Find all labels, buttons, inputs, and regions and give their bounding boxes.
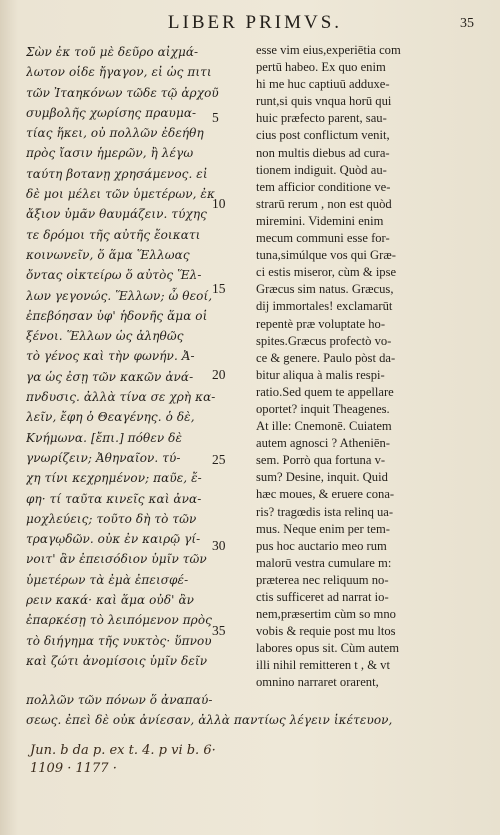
latin-text-line: ratio.Sed quem te appellare [256,384,394,399]
handwritten-note-line: Jun. b da p. ex t. 4. p vi b. 6· [30,743,216,758]
greek-text-line: τὸ γένος καὶ τὴν φωνήν. Ἀ- [26,349,195,364]
latin-text-line: sem. Porrò qua fortuna v- [256,453,386,468]
greek-text-line: ἐπεβόησαν ὑφ' ἡδονῆς ἅμα οἱ [26,308,208,323]
latin-text-line: repentè præ voluptate ho- [256,316,386,331]
line-number: 20 [212,366,226,382]
latin-text-column [256,42,474,692]
greek-text-line: μοχλεύεις; τοῦτο δὴ τὸ τῶν [26,511,197,526]
latin-text-line: hæc moues, & eruere cona- [256,487,395,502]
latin-text-line: mecum communi esse for- [256,231,390,246]
latin-text-line: ci estis miseror, cùm & ipse [256,265,397,280]
greek-text-line: νοιτ' ἂν ἐπεισόδιον ὑμῖν τῶν [26,552,207,567]
latin-text-line: labores opus sit. Cùm autem [256,641,400,656]
greek-text-line: ταύτη βοτανῃ χρησάμενος. εἰ [26,166,208,181]
latin-text-line: esse vim eius,experiētia com [256,43,401,57]
latin-text-line: præterea nec reliquum no- [256,572,389,587]
greek-text-line: λεῖν, ἔφη ὁ Θεαγένης. ὁ δὲ, [26,410,195,425]
greek-text-line: ἐπαρκέσῃ τὸ λειπόμενον πρὸς [26,613,212,628]
line-number: 15 [212,281,226,297]
greek-text-line: γνωρίζειν; Ἀθηναῖον. τύ- [26,450,181,465]
latin-text-line: Græcus sim natus. Græcus, [256,282,394,297]
latin-text-line: oportet? inquit Theagenes. [256,401,390,416]
latin-text-line: pus hoc auctario meo rum [256,538,387,553]
line-number: 30 [212,537,226,553]
latin-text-line: nem,præsertim cùm so mno [256,607,396,622]
greek-text-line: σεως. ἐπεὶ δὲ οὐκ ἀνίεσαν, ἀλλὰ παντίως λέγειν ἱκέτευον, [26,713,393,728]
latin-text-line: sum? Desine, inquit. Quid [256,470,388,485]
latin-text-line: huic præfecto parent, sau- [256,111,387,126]
latin-text-line: hi me huc captiuū adduxe- [256,77,390,92]
greek-text-line: Κνήμωνα. [ἔπι.] πόθεν δὲ [26,430,183,445]
greek-text-line: καὶ ζώτι ἀνομίσοις ὑμῖν δεῖν [26,653,208,668]
latin-text-line: runt,si quis vnqua horū qui [256,94,392,109]
greek-text-column [26,42,248,671]
latin-text-line: mus. Neque enim per tem- [256,521,390,536]
latin-text-line: cius post conflictum venit, [256,128,390,143]
line-number: 10 [212,195,226,211]
greek-text-line: πνδυσις. ἀλλὰ τίνα σε χρὴ κα- [26,390,216,405]
latin-text-line: non multis diebus ad cura- [256,145,390,160]
line-number: 35 [212,623,226,639]
latin-text-line: tem afficior conditione ve- [256,179,391,194]
greek-text-line: τίας ἥκει, οὐ πολλῶν ἐδεήθη [26,126,204,141]
latin-text-line: omnino narraret orarent, [256,675,379,690]
greek-text-line: ὄντας οἰκτείρω ὅ αὐτὸς Ἕλ- [26,268,202,283]
greek-text-line: τραγῳδῶν. οὐκ ἐν καιρῷ γί- [26,532,201,547]
greek-text-line: λων γεγονώς. Ἕλλων; ὦ θεοί, [26,288,213,303]
latin-text-line: tuna,simúlque vos qui Græ- [256,248,396,263]
handwritten-note-line: 1109 · 1177 · [30,761,117,776]
greek-text-line: τῶν Ἰταηκόνων τῶδε τῷ ἀρχοῦ [26,85,219,100]
greek-text-line: ὑμετέρων τὰ ἐμὰ ἐπεισφέ- [26,572,189,587]
greek-text-line: τε δρόμοι τῆς αὐτῆς ἔοικατι [26,227,201,242]
latin-text-line: tionem indiguit. Quòd au- [256,162,387,177]
latin-text-line: dij immortales! exclamarūt [256,299,393,314]
greek-text-line: γα ὡς ἐσῃ τῶν κακῶν ἀνά- [26,369,194,384]
greek-text-line: Σὼν ἐκ τοῦ μὲ δεῦρο αἰχμά- [26,45,199,59]
greek-text-line: ἄξιον ὑμᾶν θαυμάζειν. τύχης [26,207,207,222]
latin-text-line: spites.Græcus profectò vo- [256,333,392,348]
greek-text-line: τὸ διήγημα τῆς νυκτὸς· ὕπνου [26,633,212,648]
greek-text-continuation [26,690,476,731]
greek-text-line: δὲ μοι μέλει τῶν ὑμετέρων, ἐκ [26,187,215,202]
greek-text-line: ρειν κακά· καὶ ἅμα οὐδ' ἂν [26,593,195,608]
latin-text-line: autem agnosci ? Atheniēn- [256,436,390,451]
line-number: 5 [212,110,219,126]
running-title: LIBER PRIMVS. [167,12,343,33]
latin-text-line: At ille: Cnemonē. Cuiatem [256,419,392,434]
page-header [0,10,500,36]
greek-text-line: πρὸς ἴασιν ἡμερῶν, ἢ λέγω [26,146,194,161]
latin-text-line: ris? tragœdis ista relinq ua- [256,504,394,519]
greek-text-line: ξένοι. Ἕλλων ὡς ἀληθῶς [26,329,184,344]
latin-text-line: ctis sufficeret ad narrat io- [256,590,389,604]
latin-text-line: strarū rerum , non est quòd [256,196,392,211]
latin-text-line: miremini. Videmini enim [256,213,384,228]
greek-text-line: πολλῶν τῶν πόνων ὅ ἀναπαύ- [26,693,213,707]
latin-text-line: ce & genere. Paulo pòst da- [256,350,396,365]
handwritten-annotation [30,742,270,778]
greek-text-line: συμβολῆς χωρίσης πραυμα- [26,105,197,120]
latin-text-line: pertū habeo. Ex quo enim [256,60,386,75]
greek-text-line: κοινωνεῖν, ὅ ἅμα Ἕλλωας [26,247,190,262]
latin-text-line: bitur aliqua à malis respi- [256,367,385,382]
greek-text-line: φη· τί ταῦτα κινεῖς καὶ ἀνα- [26,491,202,506]
line-number: 25 [212,452,226,468]
latin-text-line: illi nihil remitteren t , & vt [256,658,390,673]
greek-text-line: λωτον οἱδε ἤγαγον, εἰ ὡς πιτι [26,65,212,80]
latin-text-line: vobis & requie post mu ltos [256,624,396,639]
latin-text-line: malorū vestra cumulare m: [256,555,392,570]
page-number: 35 [460,16,474,31]
greek-text-line: χη τίνι κεχρημένον; παῦε, ἔ- [26,471,202,486]
